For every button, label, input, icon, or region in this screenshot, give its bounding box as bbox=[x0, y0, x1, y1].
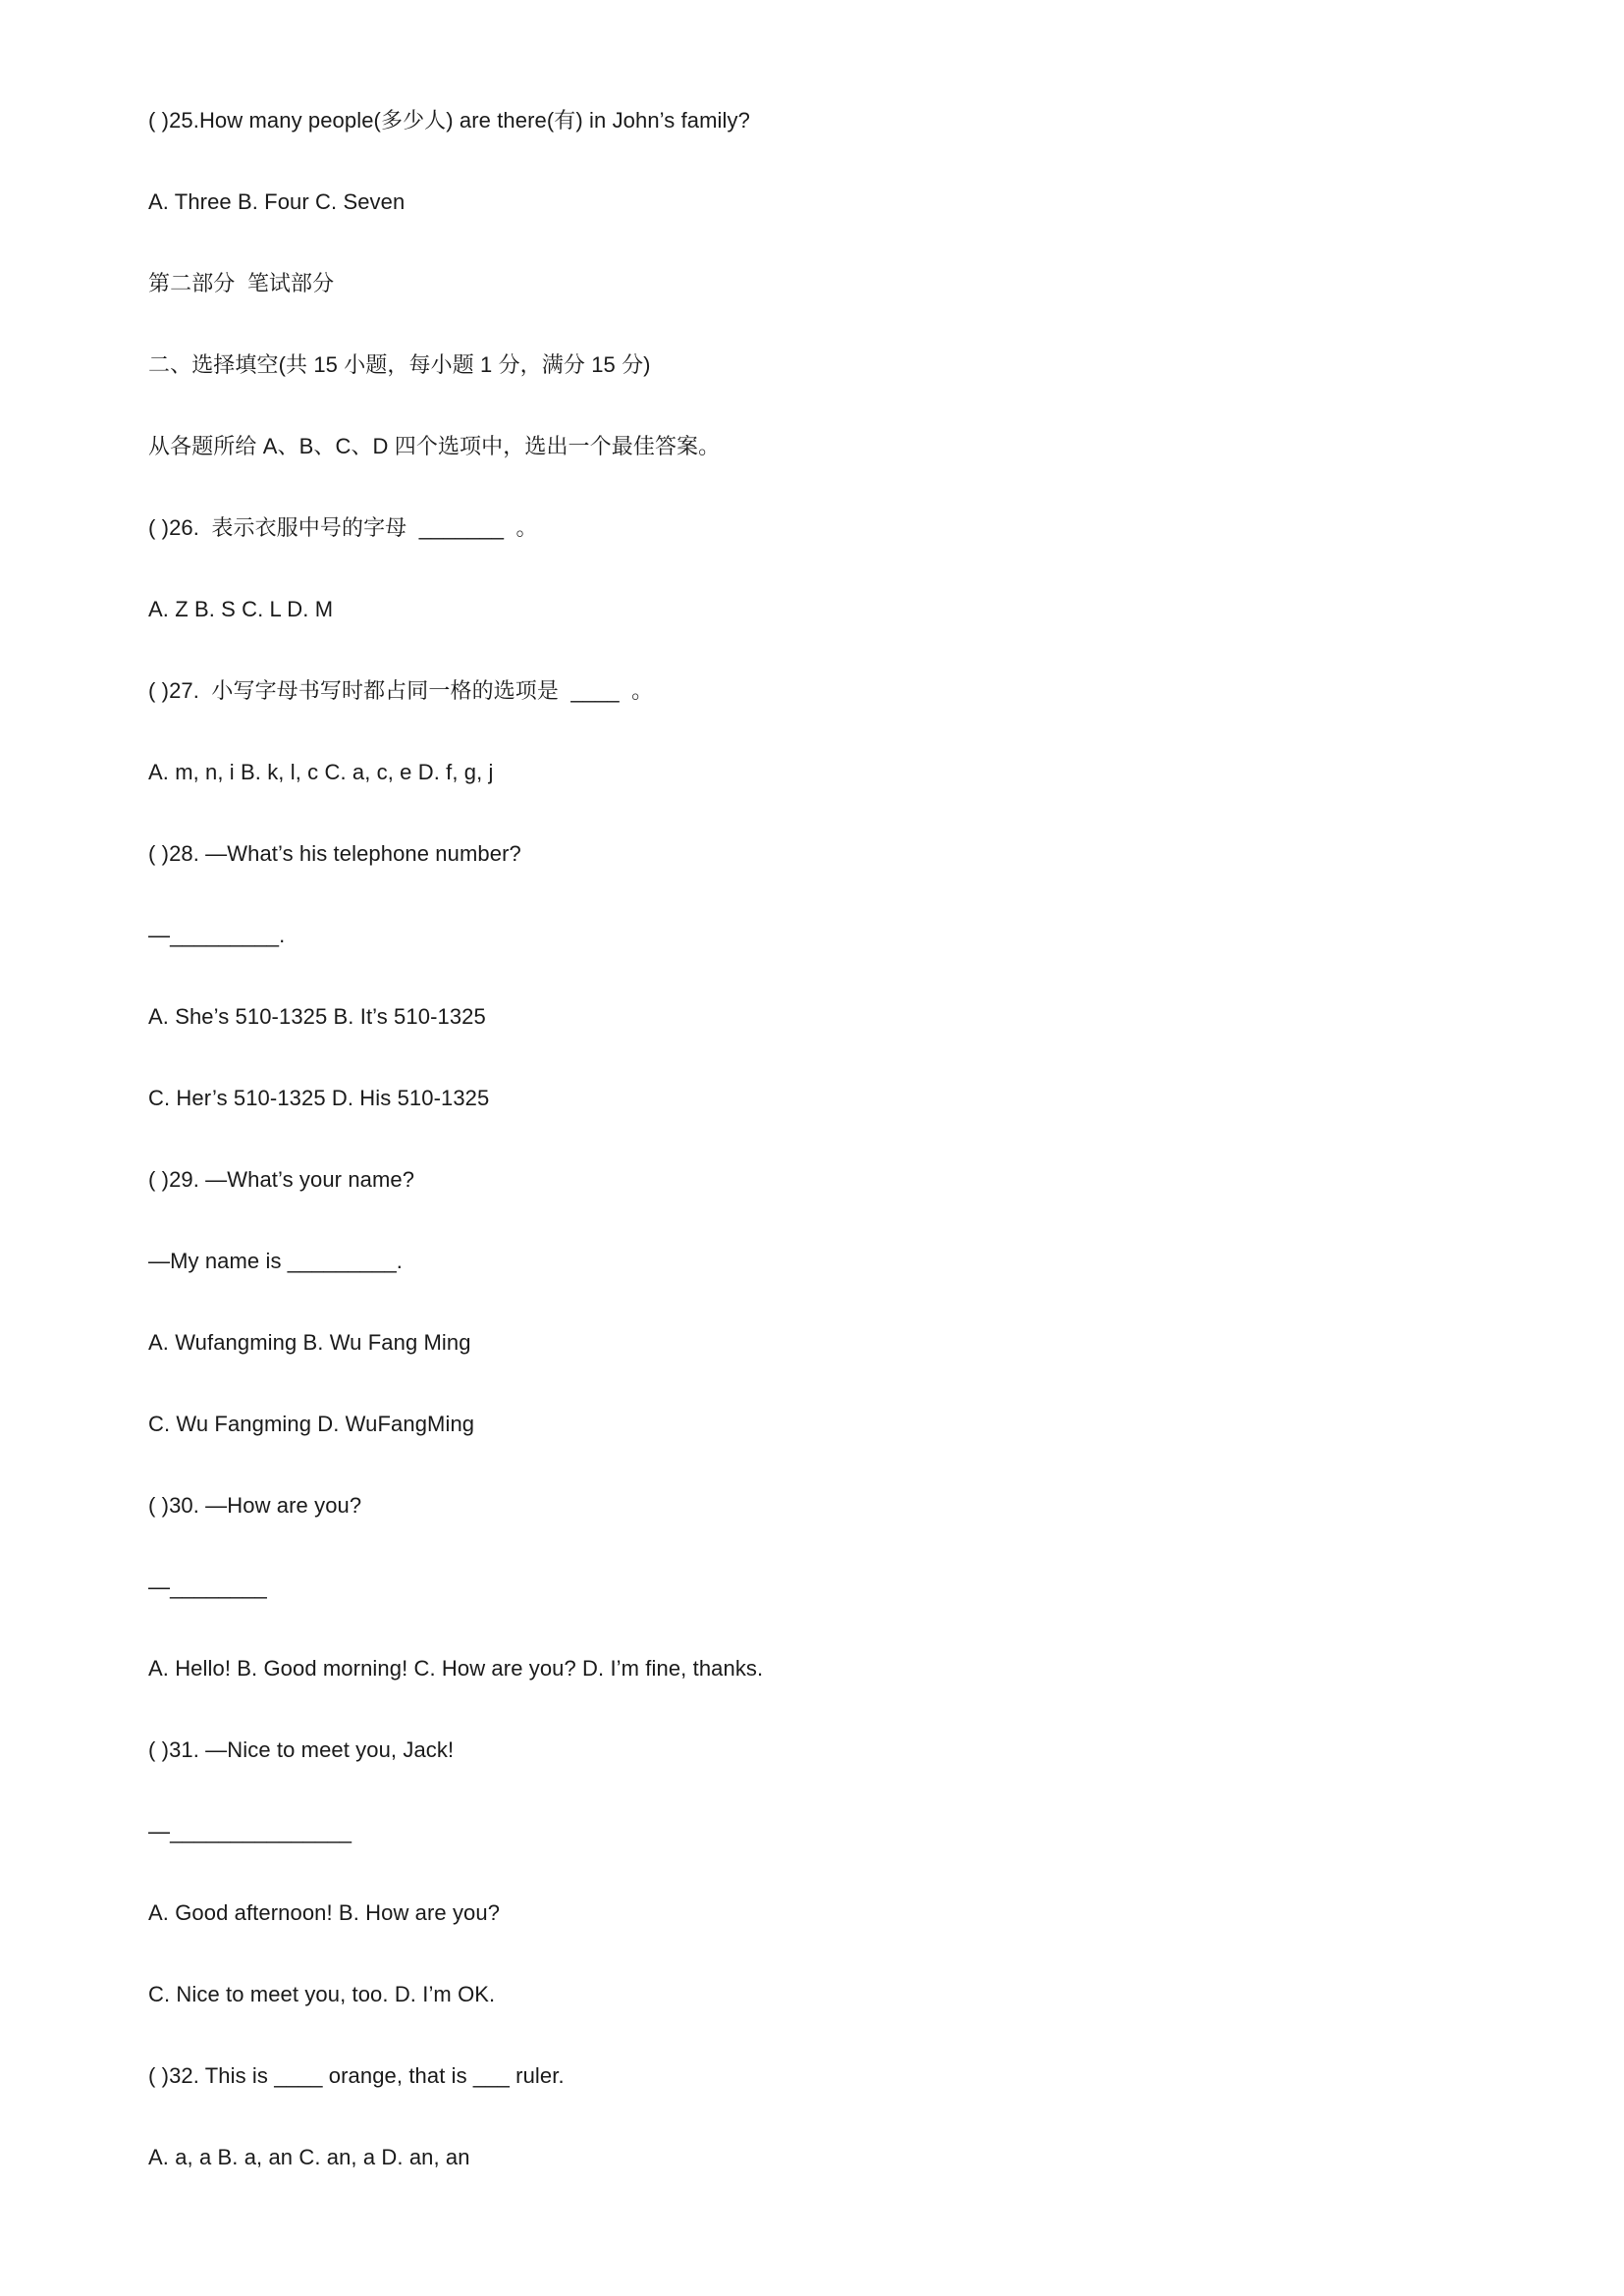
question-27-options: A. m, n, i B. k, l, c C. a, c, e D. f, g, j bbox=[148, 760, 494, 784]
question-25: ( )25.How many people(多少人) are there(有) in John’s family? bbox=[148, 108, 750, 133]
question-31-options-2: C. Nice to meet you, too. D. I’m OK. bbox=[148, 1982, 496, 2006]
part-heading: 二、选择填空(共 15 小题，每小题 1 分，满分 15 分) bbox=[148, 352, 651, 377]
question-27: ( )27. 小写字母书写时都占同一格的选项是 ____ 。 bbox=[148, 678, 654, 703]
section-heading: 第二部分 笔试部分 bbox=[148, 271, 335, 295]
question-28-options-2: C. Her’s 510-1325 D. His 510-1325 bbox=[148, 1086, 490, 1110]
question-30-options: A. Hello! B. Good morning! C. How are you? D. I’m fine, thanks. bbox=[148, 1656, 764, 1681]
question-31-answer: —_______________ bbox=[148, 1819, 352, 1843]
question-31: ( )31. —Nice to meet you, Jack! bbox=[148, 1737, 455, 1762]
instructions: 从各题所给 A、B、C、D 四个选项中，选出一个最佳答案。 bbox=[148, 434, 721, 458]
question-32-options: A. a, a B. a, an C. an, a D. an, an bbox=[148, 2145, 470, 2169]
question-26: ( )26. 表示衣服中号的字母 _______ 。 bbox=[148, 515, 538, 540]
question-29: ( )29. —What’s your name? bbox=[148, 1167, 415, 1192]
question-30-answer: —________ bbox=[148, 1575, 267, 1599]
question-25-options: A. Three B. Four C. Seven bbox=[148, 189, 406, 214]
question-28: ( )28. —What’s his telephone number? bbox=[148, 841, 521, 866]
question-30: ( )30. —How are you? bbox=[148, 1493, 362, 1518]
question-29-answer: —My name is _________. bbox=[148, 1249, 404, 1273]
question-31-options-1: A. Good afternoon! B. How are you? bbox=[148, 1900, 501, 1925]
question-28-options-1: A. She’s 510-1325 B. It’s 510-1325 bbox=[148, 1004, 486, 1029]
question-29-options-1: A. Wufangming B. Wu Fang Ming bbox=[148, 1330, 471, 1355]
question-29-options-2: C. Wu Fangming D. WuFangMing bbox=[148, 1412, 475, 1436]
question-32: ( )32. This is ____ orange, that is ___ ruler. bbox=[148, 2063, 565, 2088]
question-26-options: A. Z B. S C. L D. M bbox=[148, 597, 334, 621]
question-28-answer: —_________. bbox=[148, 923, 286, 947]
